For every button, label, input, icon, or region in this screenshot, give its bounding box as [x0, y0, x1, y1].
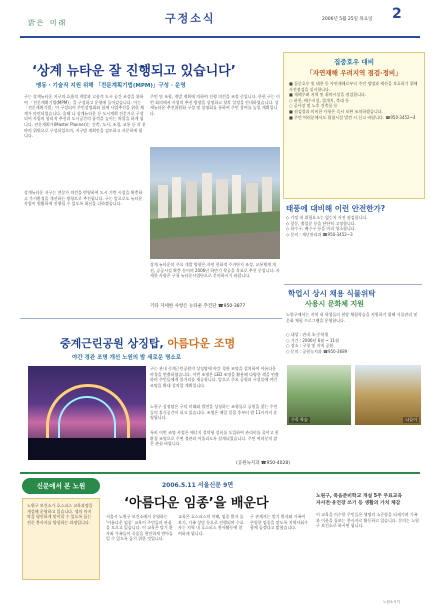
article3-side-line: 자서전·유언장 쓰기 등 생활의 가치 체감 [316, 501, 401, 506]
sidebar-bullet: ■ 주민 여러분께서도 위험시설 발견 시 신고 바랍니다. ☎950-3452~4 [289, 114, 416, 120]
sidebar-bullet: ■ 집중호우 및 태풍 등 자연재해로부터 주민 생명과 재산을 보호하기 위해 사전점검을 실시합니다. [289, 81, 418, 92]
article1-contact: 기타 자세한 사항은 뉴타운 추진단 ☎950-3877 [150, 304, 246, 309]
article1-col2a: 주민 및 조합, 개발 계획에 의하여 진행 의견을 조정 중입니다. 한편 구는 이번 회의에서 사업의 추진 방향을 설명하고 향후 일정을 안내하였습니다. 상계뉴타운 추진위원회 구성 및 설명회를 통하여 주민 참여를 높일 계획입니다. [150, 94, 280, 116]
night-photo [28, 366, 146, 460]
safety-heading: 태풍에 대비해 이런 안전한가? [286, 204, 386, 213]
mgmt-body: 노원구에서는 지역 내 학생들의 현장 체험학습을 지원하기 위해 식물관리 및 문화 체험 프로그램을 운영합니다. [286, 312, 418, 323]
article2-col2: 노원구 상징탑은 구의 미래와 발전을 상징하는 조형물로 공원을 찾는 주민들의 휴식공간이 되고 있습니다. 조명은 매일 일몰 후부터 밤 11시까지 운영됩니다. [150, 404, 278, 421]
article3-rule [20, 472, 420, 474]
sidebar-bullet: ○ 공사장 및 노후 건축물 등 [289, 103, 338, 109]
masthead-logo: 밝은 미래 [28, 19, 68, 27]
article3-col2: 교육은 호스피스의 이해, 임종 환자 돌보기, 가족 상담 등으로 진행되며 수료자는 지역 내 호스피스 봉사활동에 참여하게 됩니다. [178, 514, 244, 536]
mgmt-line: ○ 기간 : 2006년 6월 ~ 11월 [286, 337, 339, 343]
mgmt-list [286, 332, 422, 354]
mgmt-photo-2 [355, 365, 421, 425]
sidebar-bullets [284, 77, 424, 120]
article1-subhead: 맹동 · 기술직 지원 위해 「전문계획기법(MPM)」구성 · 운영 [36, 83, 186, 89]
safety-line: ◇ 하수구, 배수구 등을 미리 청소합니다. [286, 226, 356, 232]
mgmt-line: ○ 장소 : 구청 및 지역 공원 [286, 343, 334, 349]
article3-source: 2006.5.11 서울신문 9면 [162, 482, 234, 489]
article2-headline-main: 중계근린공원 상징탑, [60, 337, 168, 350]
mgmt-heading: 학업시 상시 채용 식물위탁 [288, 289, 376, 298]
article1-col1b: 상계뉴타운 지구는 전문가 의견을 반영하여 도시 기반 시설을 확충하고 주거환경을 개선하는 방향으로 추진됩니다. 구는 앞으로도 뉴타운 사업이 원활하게 진행될 수 있도록 최선을 다하겠습니다. [24, 190, 143, 207]
header-rule [20, 36, 420, 38]
mgmt-line: ○ 대상 : 관내 초·중학생 [286, 332, 329, 337]
masthead-title: 구정소식 [165, 12, 216, 25]
article1-col1a: 구는 상계뉴타운 지구의 효율적 개발과 고품격 도시 공간 조성을 위하여 「전문계획기법(MPM)」을 구성하고 운영에 들어갔습니다. 이는 「전문계획기법」이 구성되어 주민설명회와 함께 사업추진을 위한 체계가 마련되었습니다. 올해 나 상계뉴타운 등 도시계획 전문가로 구성되어 사업의 합리적 추진과 도시공간의 품격을 높이는 역할을 하게 됩니다. 전문계획가(Master Planner)는 건축, 도시, 조경, 교통 등 각 분야의 위원으로 구성되었으며, 지구별 계획안을 검토하고 자문하게 됩니다. [24, 94, 146, 139]
footer-note: 노원소식지 [383, 600, 400, 604]
article3-col1: 서울시 노원구 보건소에서 운영하는 ‘아름다운 임종’ 교육이 주민들의 관심을 모으고 있습니다. 이 교육은 말기 환자와 가족들이 죽음을 편안하게 받아들일 수 있도록 돕기 위한 것입니다. [106, 514, 173, 542]
article3-aside: 노원구 보건소가 호스피스 교육과정을 개설해 운영하고 있습니다. 생의 마지막을 평안하게 맞이할 수 있도록 돕는 전문 봉사자를 양성하는 과정입니다. [27, 503, 93, 525]
article1-headline: ‘상계 뉴타운 잘 진행되고 있습니다’ [32, 64, 236, 79]
safety-line: ◇ 문의 : 재난관리과 ☎950-3452~3 [286, 231, 353, 237]
article3-col4: 이 교육을 이수한 주민들은 생명의 소중함을 되새기며 가족과 이웃을 돌보는 봉사자로 활동하고 있습니다. 문의는 노원구 보건소로 하시면 됩니다. [316, 512, 419, 529]
mgmt-photo-1-label: 수목 학습 [291, 417, 308, 422]
mgmt-photo-2-label: 나들이 [405, 417, 417, 422]
safety-line: ◇ 가정 내 위험요소는 없는지 사전 점검합니다. [286, 215, 368, 220]
sidebar-subheading: 「자연재해 우려지역 점검·정비」 [306, 69, 402, 77]
mgmt-subheading: 사용시 문화체 지원 [305, 300, 364, 308]
sidebar-bullet: ■ 재해우려 지역 및 취약시설을 점검합니다. [289, 92, 367, 98]
article1-col2b: 상계 뉴타운의 주요 개발 방향은 자연 친화적 주거단지 조성, 교통체계 개선, 공공시설 확충 등이며 2006년 하반기 착공을 목표로 추진 중입니다. 자세한 사항은 구청 뉴타운사업단으로 문의하시기 바랍니다. [150, 262, 280, 279]
city-photo [150, 147, 280, 259]
article2-contact: (공원녹지과 ☎950-4028) [236, 461, 290, 466]
article3-tag: 신문에서 본 노원 [22, 478, 100, 494]
ground-shadow [28, 438, 146, 460]
article2-rule [20, 318, 282, 319]
sidebar-box [283, 52, 425, 199]
sidebar-bullet: ○ 하천, 배수시설, 절개지, 축대 등 [289, 97, 350, 103]
article2-headline-highlight: 아름다운 조명 [167, 337, 236, 350]
mgmt-divider [284, 284, 422, 285]
mgmt-line: ○ 문의 : 공원녹지과 ☎950-3689 [286, 348, 348, 354]
issue-date: 2006년 5월 25일 목요일 [322, 17, 373, 22]
sidebar-bullet: ■ 점검결과 미비한 사항은 즉시 보완 조치하겠습니다. [289, 108, 383, 114]
safety-list [286, 215, 422, 237]
article3-col3: 구 관계자는 말기 환자와 가족이 존엄한 임종을 맞도록 지역사회가 함께 돕겠다고 밝혔습니다. [250, 514, 308, 531]
article2-subhead: 야간 경관 조명 개선 노원의 밤 새로운 명소로 [72, 355, 182, 361]
sidebar-heading: 집중호우 대비 [334, 58, 374, 66]
article2-col1: 구는 관내 중계근린공원의 상징탑에 야간 경관 조명을 설치하여 아름다운 야경을 연출하였습니다. 이번 조명은 LED 조명을 활용해 다양한 색을 연출하며 주민들에게 볼거리를 제공합니다. 앞으로 주요 공원과 시설물에 야간 조명을 확대 설치할 계획입니다. [150, 366, 279, 388]
article2-headline [60, 335, 235, 351]
article3-aside-box [22, 498, 100, 580]
mgmt-photo-1 [287, 365, 351, 425]
article3-side-headline [316, 493, 402, 507]
article2-col3: 특히 이번 조명 사업은 에너지 절약형 설비를 도입하여 관리비를 줄이고 친환경 조명으로 주변 경관과 어울리도록 설계되었습니다. 주민 여러분의 많은 관심 바랍니다. [150, 430, 279, 447]
page-number: 2 [392, 6, 402, 22]
article3-headline: ‘아름다운 임종’을 배운다 [124, 496, 269, 511]
article3-side-line: 노원구, 죽음준비학교 개설 5주 무료교육 [316, 494, 402, 499]
safety-line: ◇ 창문, 출입문 등을 단단히 고정합니다. [286, 220, 356, 226]
